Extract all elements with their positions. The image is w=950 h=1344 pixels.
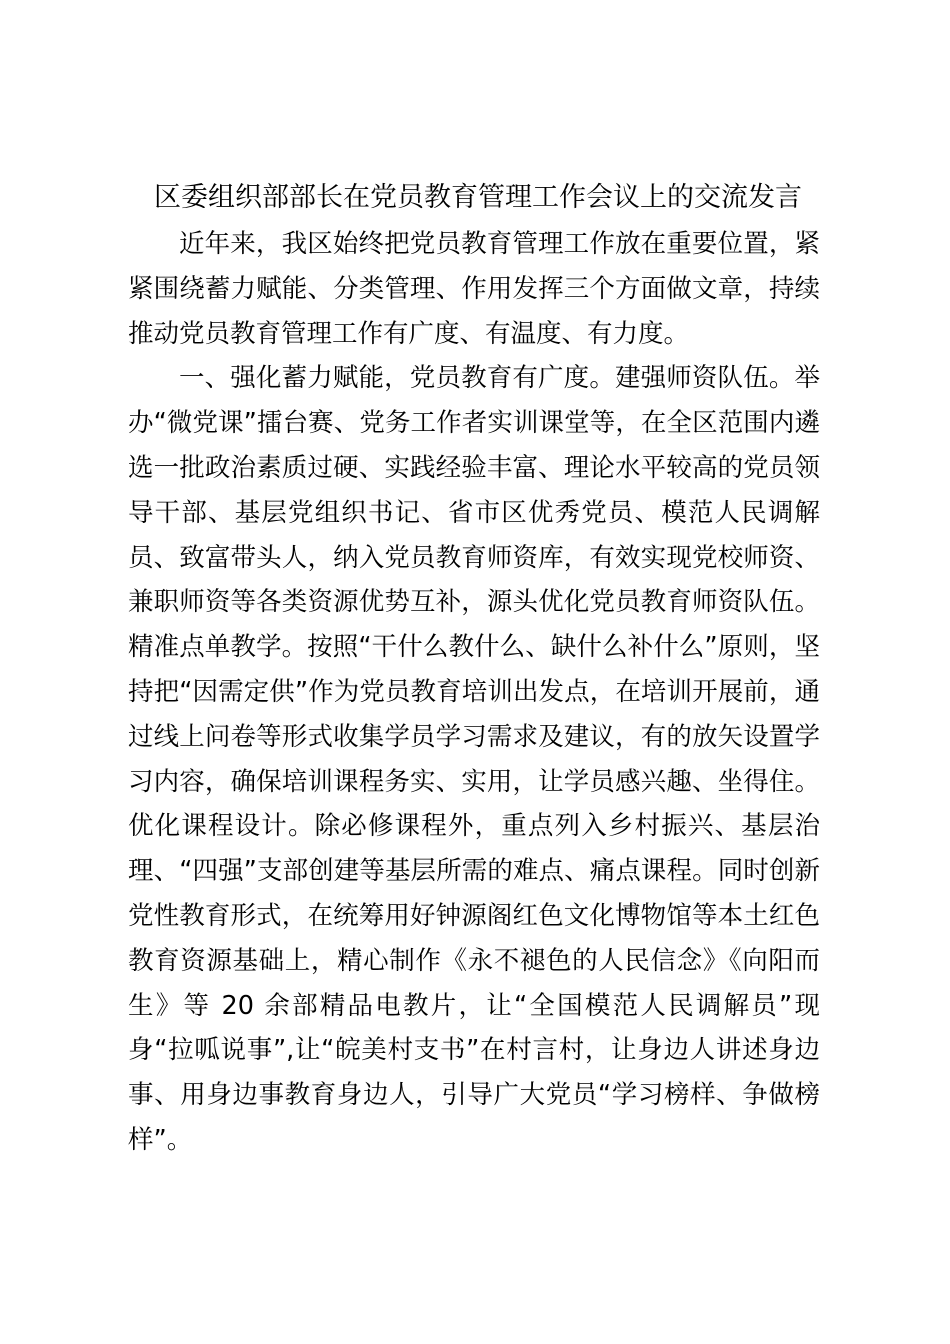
document-body: [128, 222, 820, 1163]
intro-paragraph: 近年来，我区始终把党员教育管理工作放在重要位置，紧紧围绕蓄力赋能、分类管理、作用发挥三个方面做文章，持续推动党员教育管理工作有广度、有温度、有力度。: [128, 229, 820, 349]
section-one-paragraph: 一、强化蓄力赋能，党员教育有广度。建强师资队伍。举办“微党课”擂台赛、党务工作者实训课堂等，在全区范围内遴选一批政治素质过硬、实践经验丰富、理论水平较高的党员领导干部、基层党组织书记、省市区优秀党员、模范人民调解员、致富带头人，纳入党员教育师资库，有效实现党校师资、兼职师资等各类资源优势互补，源头优化党员教育师资队伍。精准点单教学。按照“干什么教什么、缺什么补什么”原则，坚持把“因需定供”作为党员教育培训出发点，在培训开展前，通过线上问卷等形式收集学员学习需求及建议，有的放矢设置学习内容，确保培训课程务实、实用，让学员感兴趣、坐得住。优化课程设计。除必修课程外，重点列入乡村振兴、基层治理、“四强”支部创建等基层所需的难点、痛点课程。同时创新党性教育形式，在统筹用好钟源阁红色文化博物馆等本土红色教育资源基础上，精心制作《永不褪色的人民信念》《向阳而生》等 20 余部精品电教片，让“全国模范人民调解员”现身“拉呱说事”,让“皖美村支书”在村言村，让身边人讲述身边事、用身边事教育身边人，引导广大党员“学习榜样、争做榜样”。: [128, 363, 820, 1155]
document-title: 区委组织部部长在党员教育管理工作会议上的交流发言: [154, 182, 802, 213]
